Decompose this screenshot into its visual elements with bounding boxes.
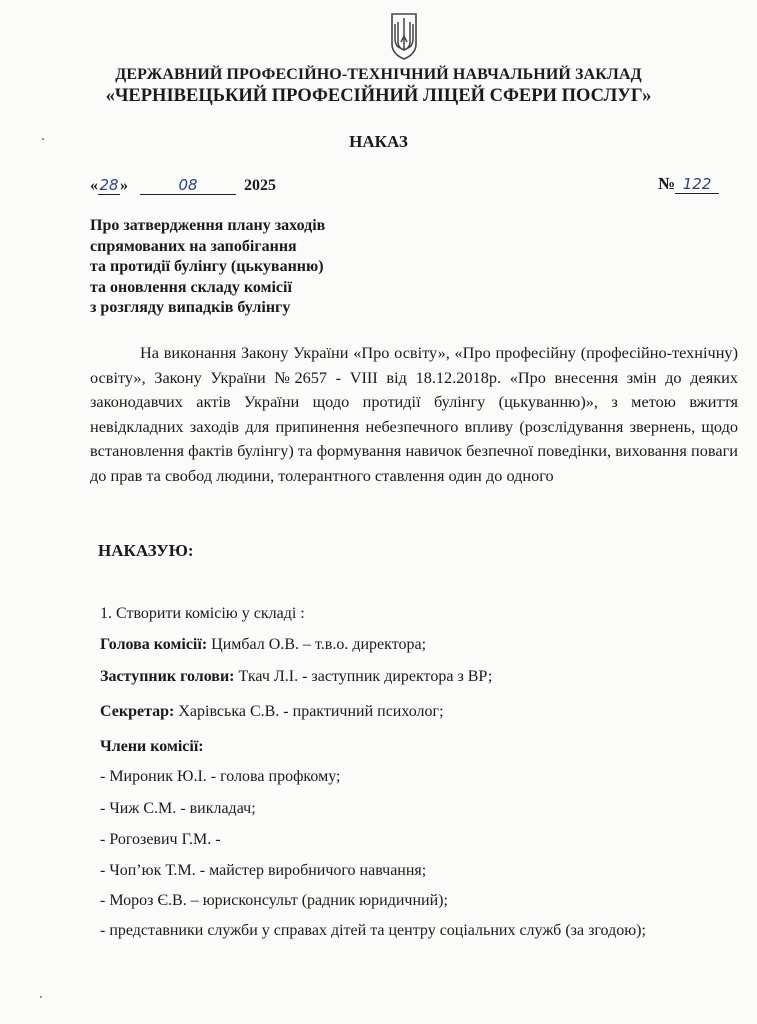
number-value-handwritten: 122 (675, 175, 719, 194)
member-item: - Чиж С.М. - викладач; (100, 800, 256, 817)
document-date (90, 176, 276, 195)
member-item: - Рогозевич Г.М. - (100, 831, 221, 848)
subject-line: Про затвердження плану заходів (90, 217, 326, 234)
member-item: - Чоп’юк Т.М. - майстер виробничого навчання; (100, 862, 427, 879)
date-month-handwritten: 08 (140, 176, 236, 195)
deputy-value: Ткач Л.І. - заступник директора з ВР; (238, 668, 493, 685)
secretary-row (100, 703, 444, 721)
number-label: № (658, 174, 676, 193)
paper-speck (40, 996, 42, 998)
subject-line: та протидії булінгу (цькуванню) (90, 258, 324, 275)
preamble-paragraph: На виконання Закону України «Про освіту», «Про професійну (професійно-технічну) освіту», Закону України №2657 - VIII від 18.12.2018р. «Про внесення змін до деяких законодавчих актів України щодо протидії булінгу (цькуванню)», з метою вжиття невідкладних заходів для припинення небезпечного впливу (розслідування звернень, щодо встановлення фактів булінгу) та формування навичок безпечної поведінки, виховання поваги до прав та свобод людини, толерантного ставлення один до одного (90, 343, 738, 485)
institution-name-line2: «ЧЕРНІВЕЦЬКИЙ ПРОФЕСІЙНИЙ ЛІЦЕЙ СФЕРИ ПОСЛУГ» (105, 86, 652, 106)
document-number (658, 174, 719, 194)
preamble-block (90, 341, 738, 488)
chair-row (100, 636, 426, 654)
deputy-label: Заступник голови: (100, 668, 235, 685)
date-year: 2025 (244, 177, 276, 194)
reverse-side-bleed-through (90, 8, 650, 60)
document-title: НАКАЗ (349, 132, 408, 151)
institution-name-line1: ДЕРЖАВНИЙ ПРОФЕСІЙНО-ТЕХНІЧНИЙ НАВЧАЛЬНИЙ ЗАКЛАД (115, 66, 642, 83)
member-item: - Мороз Є.В. – юрисконсульт (радник юридичний); (100, 892, 448, 909)
tryzub-coat-of-arms-icon (390, 12, 418, 60)
secretary-label: Секретар: (100, 703, 175, 720)
members-heading (100, 738, 204, 756)
secretary-value: Харівська С.В. - практичний психолог; (178, 703, 444, 720)
item-1-text: 1. Створити комісію у складі : (100, 605, 305, 622)
chair-label: Голова комісії: (100, 636, 208, 653)
order-heading: НАКАЗУЮ: (98, 541, 194, 560)
date-open-quote: « (90, 177, 98, 194)
document-subject (90, 216, 325, 319)
chair-value: Цимбал О.В. – т.в.о. директора; (211, 636, 427, 653)
member-item: - Мироник Ю.І. - голова профкому; (100, 768, 341, 785)
paper-speck (42, 138, 44, 140)
subject-line: з розгляду випадків булінгу (90, 299, 291, 316)
deputy-row (100, 668, 492, 686)
date-day-handwritten: 28 (99, 176, 119, 194)
members-label: Члени комісії: (100, 738, 204, 755)
member-item: - представники служби у справах дітей та центру соціальних служб (за згодою); (100, 922, 646, 939)
date-close-quote: » (120, 177, 128, 194)
subject-line: спрямованих на запобігання (90, 237, 297, 255)
subject-line: та оновлення складу комісії (90, 278, 292, 296)
